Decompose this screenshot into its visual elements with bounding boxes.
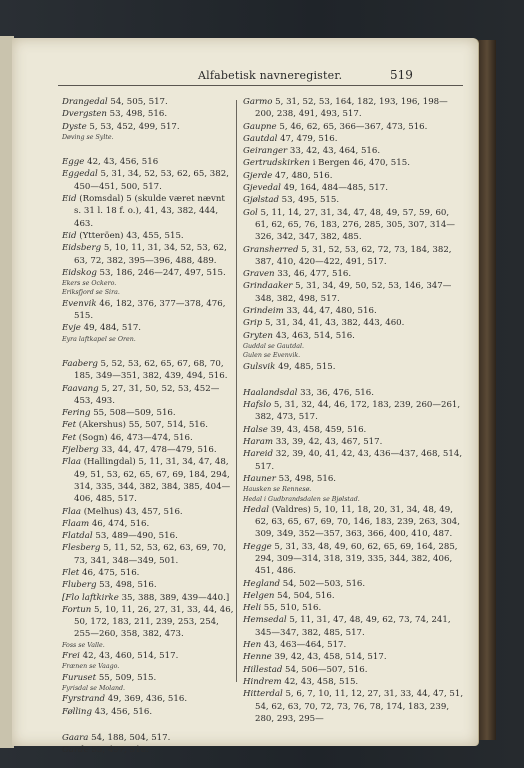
index-entry	[243, 602, 465, 614]
entry-references: 5, 53, 452, 499, 517.	[86, 121, 180, 132]
index-entry	[62, 322, 234, 334]
index-entry	[62, 156, 234, 168]
entry-name: Grindeim	[243, 306, 284, 317]
entry-references: 42, 43, 456, 516	[84, 157, 159, 168]
entry-name: Flesberg	[62, 543, 101, 554]
entry-references: (Sogn) 46, 473—474, 516.	[76, 432, 193, 443]
section-gap	[62, 142, 234, 156]
entry-name: Gjølstad	[243, 195, 279, 206]
index-entry	[62, 744, 234, 756]
column-divider	[236, 100, 237, 682]
entry-references: 33, 46, 477, 516.	[274, 269, 352, 280]
index-entry	[243, 614, 465, 639]
entry-references: 5, 11, 14, 27, 31, 34, 47, 48, 49, 57, 59, 60, 61, 62, 65, 76, 183, 276, 285, 305, 307, 314—326, 342, 347, 382, 485.	[255, 207, 455, 243]
entry-name: Gertrudskirken	[243, 158, 310, 169]
cross-reference: Gulen se Evenvik.	[243, 352, 301, 360]
entry-references: (Hallingdal) 5, 11, 31, 34, 47, 48, 49, 51, 53, 62, 65, 67, 69, 184, 294, 314, 335, 344, 382, 384, 385, 404—406, 485, 517.	[74, 457, 231, 505]
entry-references: 5, 31, 33, 48, 49, 60, 62, 65, 69, 164, 285, 294, 309—314, 318, 319, 335, 344, 382, 406, 451, 486.	[255, 541, 458, 577]
entry-references: 46, 474, 516.	[89, 518, 150, 529]
entry-references: 54, 502—503, 516.	[280, 578, 366, 589]
entry-references: (Valdres) 5, 10, 11, 18, 20, 31, 34, 48, 49, 62, 63, 65, 67, 69, 70, 146, 183, 239, 263, 304, 309, 349, 352—357, 363, 366, 400, 410, 487.	[255, 504, 460, 540]
entry-references: 5, 52, 53, 62, 65, 67, 68, 70, 185, 349—351, 382, 439, 494, 516.	[74, 358, 228, 382]
entry-references: 49, 484, 517.	[80, 323, 142, 334]
entry-name: Haram	[243, 437, 273, 448]
entry-references: 43, 456, 516.	[91, 706, 153, 717]
entry-name: Fyrstrand	[62, 694, 106, 705]
entry-references: 47, 479, 516.	[277, 133, 338, 144]
entry-name: Evje	[62, 323, 81, 334]
cross-reference: Foss se Valle.	[62, 641, 105, 649]
entry-references: 33, 36, 476, 516.	[297, 387, 374, 398]
entry-name: Gransherred	[243, 244, 299, 255]
entry-references: 53, 498, 516.	[275, 473, 337, 484]
index-entry	[62, 419, 234, 431]
entry-name: Flaa	[62, 506, 81, 517]
section-gap	[243, 373, 465, 387]
entry-references: 5, 31, 34, 49, 50, 52, 53, 146, 347—348, 382, 498, 517.	[255, 281, 452, 304]
index-entry	[62, 506, 234, 518]
entry-name: Gaupne	[243, 121, 277, 132]
entry-references: 43, 463—464, 517.	[261, 640, 347, 651]
entry-references: (Ytteröen) 43, 455, 515.	[76, 230, 184, 241]
index-entry	[243, 170, 465, 182]
entry-name: Faaberg	[62, 358, 98, 369]
entry-references: 39, 43, 458, 459, 516.	[267, 424, 367, 435]
entry-references: 33, 44, 47, 478—479, 516.	[98, 445, 217, 456]
index-entry	[243, 194, 465, 206]
entry-name: Hemsedal	[243, 615, 287, 626]
entry-name: Halse	[243, 424, 268, 435]
index-entry	[62, 121, 234, 133]
entry-name: Hindrem	[243, 676, 282, 687]
index-entry	[243, 448, 465, 473]
section-gap	[62, 718, 234, 732]
entry-references: 53, 497, 516.	[88, 745, 149, 756]
index-entry	[243, 145, 465, 157]
entry-name: Heli	[243, 603, 262, 614]
entry-references: 49, 485, 515.	[275, 361, 336, 372]
entry-name: Grip	[243, 318, 263, 329]
index-entry	[243, 182, 465, 194]
entry-references: 32, 39, 40, 41, 42, 43, 436—437, 468, 514, 517.	[255, 449, 463, 472]
index-entry	[62, 542, 234, 567]
entry-references: 33, 44, 47, 480, 516.	[283, 306, 377, 317]
entry-name: Hauner	[243, 473, 276, 484]
index-entry	[243, 664, 465, 676]
entry-references: 42, 43, 458, 515.	[281, 676, 359, 687]
entry-name: Eid	[62, 230, 77, 241]
entry-name: Drangedal	[62, 97, 108, 107]
entry-name: Eidsberg	[62, 243, 102, 254]
entry-references: 49, 369, 436, 516.	[105, 694, 188, 705]
entry-references: 55, 508—509, 516.	[90, 408, 176, 419]
entry-references: 5, 27, 31, 50, 52, 53, 452—453, 493.	[74, 383, 220, 406]
entry-references: 54, 504, 516.	[274, 590, 335, 601]
entry-name: Haalandsdal	[243, 387, 298, 398]
entry-references: 5, 10, 11, 31, 34, 52, 53, 62, 63, 72, 382, 395—396, 488, 489.	[74, 243, 227, 266]
index-entry	[243, 578, 465, 590]
entry-references: i Bergen 46, 470, 515.	[309, 158, 410, 169]
cross-reference: Eriksfjord se Sira.	[62, 289, 120, 297]
entry-name: Geiranger	[243, 146, 288, 157]
entry-references: (Akershus) 55, 507, 514, 516.	[76, 420, 208, 431]
index-entry	[243, 268, 465, 280]
index-entry	[243, 244, 465, 269]
entry-name: Hen	[243, 640, 262, 651]
entry-references: 5, 10, 11, 26, 27, 31, 33, 44, 46, 50, 172, 183, 211, 239, 253, 254, 255—260, 358, 382, 473.	[74, 604, 234, 640]
index-entry	[62, 592, 234, 604]
entry-references: 54, 506—507, 516.	[282, 664, 368, 675]
entry-name: Gaara	[62, 732, 89, 743]
entry-name: Fet	[62, 432, 77, 443]
index-entry	[243, 361, 465, 373]
cross-reference: Døving se Sylte.	[62, 133, 114, 141]
entry-name: Graven	[243, 269, 275, 280]
index-entry	[243, 651, 465, 663]
index-entry	[243, 639, 465, 651]
entry-references: 5, 31, 34, 41, 43, 382, 443, 460.	[262, 318, 405, 329]
cross-reference: Fyrisdal se Moland.	[62, 684, 126, 692]
index-entry	[62, 432, 234, 444]
entry-references: 54, 505, 517.	[107, 97, 168, 107]
entry-name: Faavang	[62, 383, 99, 394]
index-entry	[243, 541, 465, 578]
entry-references: 53, 495, 515.	[278, 195, 340, 206]
entry-references: 47, 480, 516.	[272, 170, 333, 181]
entry-name: Fet	[62, 420, 77, 431]
index-entry	[243, 504, 465, 541]
entry-references: 53, 186, 246—247, 497, 515.	[96, 267, 226, 278]
index-entry	[62, 693, 234, 705]
index-entry	[243, 121, 465, 133]
entry-name: Garmo	[243, 97, 273, 107]
entry-references: 35, 388, 389, 439—440.]	[118, 592, 230, 603]
index-entry	[243, 436, 465, 448]
entry-references: 5, 11, 31, 47, 48, 49, 62, 73, 74, 241, 345—347, 382, 485, 517.	[255, 615, 451, 638]
index-entry	[62, 579, 234, 591]
entry-references: 55, 510, 516.	[261, 603, 322, 614]
index-entry	[243, 330, 465, 342]
entry-name: Grindaaker	[243, 281, 293, 292]
entry-name: Fluberg	[62, 580, 97, 591]
index-entry	[62, 518, 234, 530]
index-entry	[62, 456, 234, 505]
entry-name: Flatdal	[62, 531, 93, 542]
index-entry	[62, 604, 234, 641]
index-entry	[243, 590, 465, 602]
entry-name: Dyste	[62, 121, 87, 132]
entry-name: Hareid	[243, 449, 274, 460]
entry-references: (Melhus) 43, 457, 516.	[80, 506, 183, 517]
right-column	[243, 96, 465, 725]
index-entry	[62, 168, 234, 193]
entry-references: 5, 31, 32, 44, 46, 172, 183, 239, 260—261, 382, 473, 517.	[255, 400, 461, 423]
fore-edge	[478, 40, 496, 740]
index-entry	[62, 444, 234, 456]
index-entry	[243, 280, 465, 305]
entry-name: Egge	[62, 157, 85, 168]
index-entry	[62, 732, 234, 744]
entry-references: 42, 43, 460, 514, 517.	[79, 651, 179, 662]
index-entry	[243, 676, 465, 688]
entry-references: 39, 42, 43, 458, 514, 517.	[271, 652, 387, 663]
entry-references: 5, 31, 52, 53, 62, 72, 73, 184, 382, 387, 410, 420—422, 491, 517.	[255, 244, 452, 267]
index-entry	[62, 407, 234, 419]
index-entry	[62, 706, 234, 718]
index-entry	[62, 108, 234, 120]
entry-name: Gulsvik	[243, 361, 276, 372]
entry-name: Eidskog	[62, 267, 97, 278]
index-entry	[62, 230, 234, 242]
entry-references: 49, 164, 484—485, 517.	[280, 183, 388, 194]
entry-name: Flaam	[62, 518, 90, 529]
index-entry	[62, 96, 234, 108]
entry-name: Gjevedal	[243, 183, 281, 194]
entry-references: 5, 31, 52, 53, 164, 182, 193, 196, 198—200, 238, 491, 493, 517.	[255, 97, 448, 120]
entry-references: 43, 463, 514, 516.	[272, 330, 355, 341]
cross-reference: Eyra laftkapel se Oren.	[62, 335, 136, 343]
entry-name: Frei	[62, 651, 80, 662]
index-entry	[243, 207, 465, 244]
entry-references: 46, 182, 376, 377—378, 476, 515.	[74, 298, 226, 322]
index-entry	[62, 267, 234, 279]
cross-reference: Guddal se Gautdal.	[243, 342, 305, 350]
entry-name: Henne	[243, 652, 272, 663]
entry-name: Hillestad	[243, 664, 283, 675]
entry-name: Fortun	[62, 604, 92, 615]
entry-name: Gautdal	[243, 133, 278, 144]
entry-name: Evenvik	[62, 298, 97, 309]
entry-name: Hafslo	[243, 400, 272, 411]
index-entry	[243, 688, 465, 725]
entry-name: Dvergsten	[62, 109, 107, 120]
entry-references: 46, 475, 516.	[79, 567, 140, 578]
entry-references: 33, 39, 42, 43, 467, 517.	[273, 437, 383, 448]
header-rule	[58, 85, 463, 86]
entry-name: Fjelberg	[62, 445, 99, 456]
entry-references: 53, 498, 516.	[96, 580, 157, 591]
index-entry	[243, 317, 465, 329]
index-entry	[243, 387, 465, 399]
index-entry	[62, 650, 234, 662]
entry-references: (Romsdal) 5 (skulde været nævnt s. 31 l. 18 f. o.), 41, 43, 382, 444, 463.	[74, 194, 225, 229]
entry-references: 33, 42, 43, 464, 516.	[287, 146, 381, 157]
index-entry	[62, 358, 234, 383]
entry-name: Gryten	[243, 330, 273, 341]
index-entry	[62, 530, 234, 542]
entry-references: 5, 11, 52, 53, 62, 63, 69, 70, 73, 341, 348—349, 501.	[74, 543, 227, 566]
entry-name: Helgen	[243, 590, 275, 601]
cross-reference: Hausken se Rennesø.	[243, 486, 312, 494]
index-entry	[243, 157, 465, 169]
entry-name: Garde	[62, 745, 89, 756]
entry-name: Hedal	[243, 504, 269, 515]
entry-name: Gol	[243, 207, 258, 218]
left-column	[62, 96, 234, 756]
entry-name: Hitterdal	[243, 689, 283, 700]
cross-reference: Frænen se Vaago.	[62, 663, 120, 671]
running-title: Alfabetisk navneregister.	[198, 69, 343, 82]
entry-references: 5, 31, 34, 52, 53, 62, 65, 382, 450—451, 500, 517.	[74, 169, 229, 192]
index-entry	[243, 399, 465, 424]
index-entry	[62, 567, 234, 579]
cross-reference: Hedal i Gudbrandsdalen se Bjølstad.	[243, 495, 360, 503]
entry-name: Hegge	[243, 541, 272, 552]
index-entry	[243, 305, 465, 317]
section-gap	[62, 344, 234, 358]
entry-references: 54, 188, 504, 517.	[88, 732, 171, 743]
entry-name: Furuset	[62, 672, 97, 683]
entry-name: Hegland	[243, 578, 280, 589]
cross-reference: Ekers se Ockero.	[62, 280, 117, 288]
index-entry	[243, 133, 465, 145]
index-entry	[62, 672, 234, 684]
entry-name: Eid	[62, 194, 77, 205]
entry-references: 53, 498, 516.	[106, 109, 168, 120]
entry-name: Gjerde	[243, 170, 273, 181]
entry-references: 5, 6, 7, 10, 11, 12, 27, 31, 33, 44, 47, 51, 54, 62, 63, 70, 72, 73, 76, 78, 174, 183, 239, 280, 293, 295—	[255, 689, 464, 724]
page-number: 519	[390, 68, 413, 82]
entry-name: Flet	[62, 567, 80, 578]
index-entry	[62, 383, 234, 408]
index-entry	[62, 242, 234, 267]
entry-name: [Flo laftkirke	[62, 592, 119, 603]
entry-references: 55, 509, 515.	[96, 672, 157, 683]
entry-name: Flaa	[62, 457, 81, 468]
index-entry	[243, 424, 465, 436]
index-entry	[62, 298, 234, 323]
entry-name: Eggedal	[62, 169, 98, 180]
entry-references: 5, 46, 62, 65, 366—367, 473, 516.	[276, 121, 428, 132]
entry-name: Fering	[62, 408, 91, 419]
entry-references: 53, 489—490, 516.	[92, 531, 178, 542]
index-entry	[243, 473, 465, 485]
entry-name: Følling	[62, 706, 92, 717]
index-entry	[243, 96, 465, 121]
index-entry	[62, 193, 234, 230]
